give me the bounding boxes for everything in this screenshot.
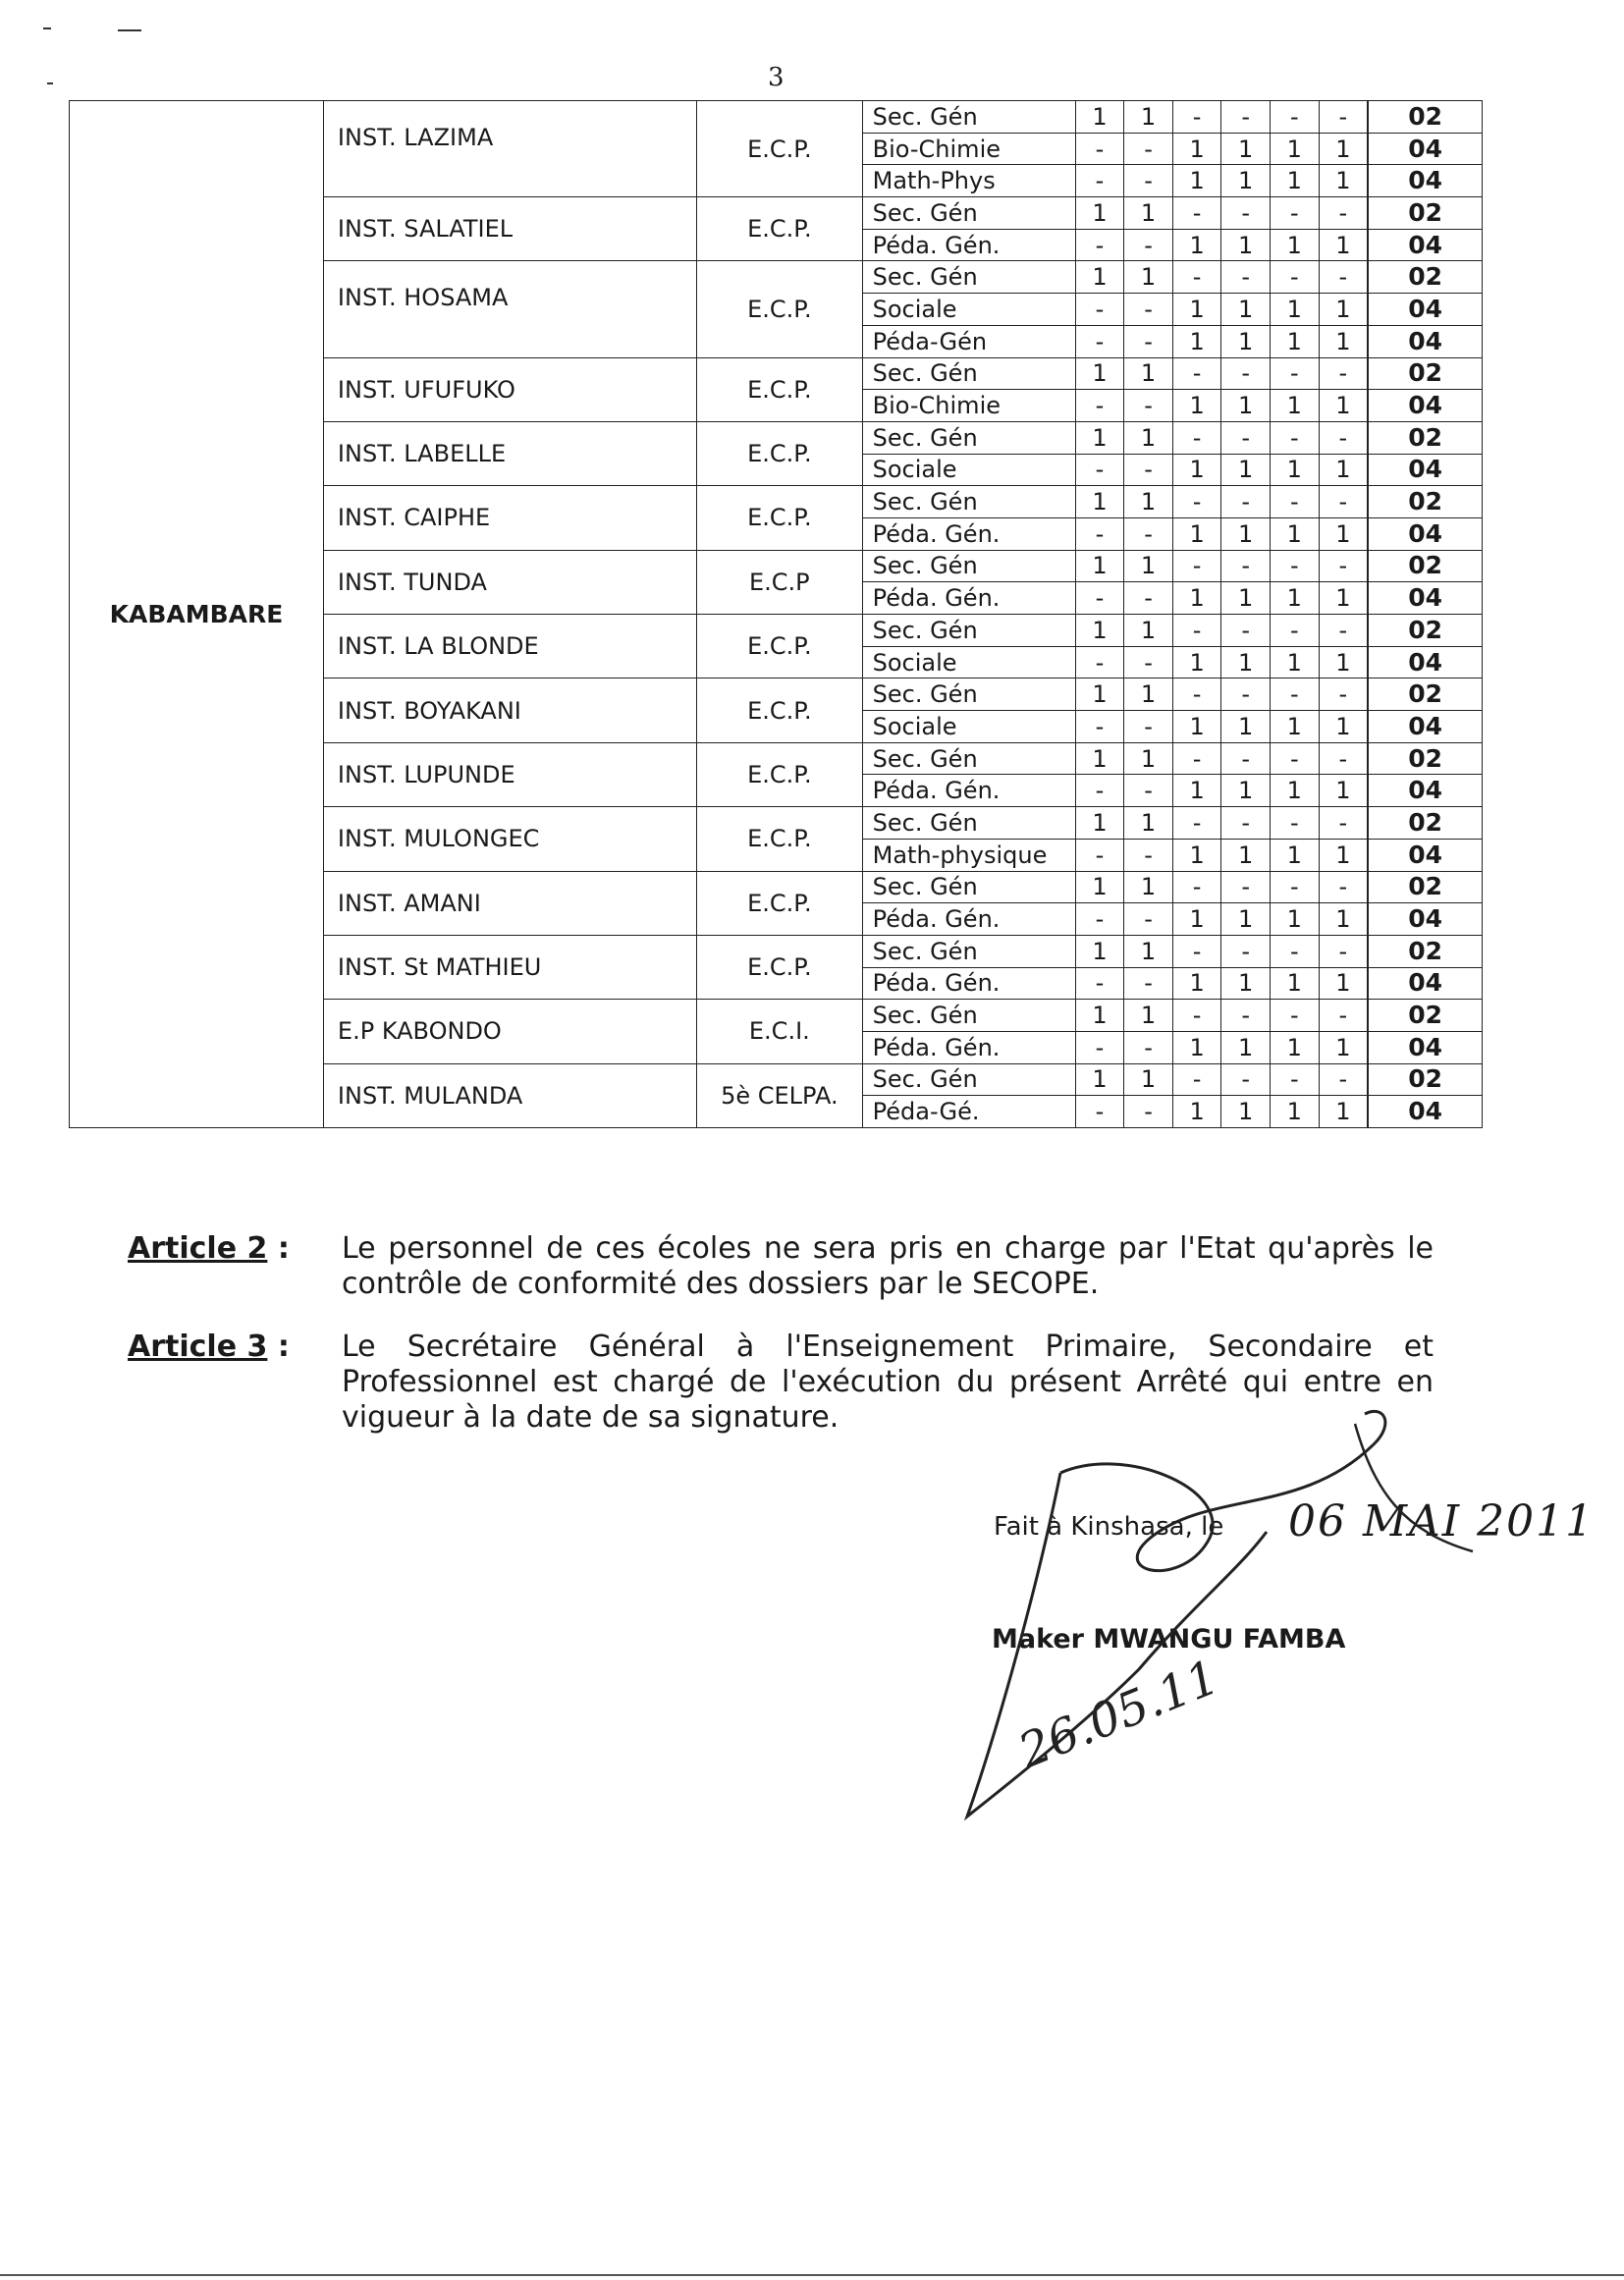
- class-count-cell: 1: [1124, 421, 1173, 454]
- class-count-cell: 1: [1270, 1096, 1319, 1128]
- school-name: INST. LAZIMA: [323, 101, 696, 197]
- regime-cell: E.C.P.: [697, 486, 863, 550]
- class-count-cell: 1: [1270, 646, 1319, 679]
- class-count-cell: 1: [1270, 294, 1319, 326]
- page-bottom-edge: [0, 2274, 1624, 2276]
- class-count-cell: -: [1124, 390, 1173, 422]
- option-cell: Sociale: [862, 294, 1075, 326]
- class-count-cell: -: [1221, 679, 1271, 711]
- class-count-cell: 1: [1270, 454, 1319, 486]
- class-count-cell: -: [1172, 742, 1221, 775]
- class-count-cell: -: [1221, 101, 1271, 134]
- option-cell: Sec. Gén: [862, 1000, 1075, 1032]
- class-count-cell: 1: [1075, 357, 1124, 390]
- class-count-cell: -: [1221, 421, 1271, 454]
- class-count-cell: -: [1172, 871, 1221, 903]
- class-count-cell: 1: [1270, 903, 1319, 936]
- total-cell: 04: [1369, 1096, 1483, 1128]
- regime-cell: E.C.P.: [697, 357, 863, 421]
- option-cell: Sec. Gén: [862, 742, 1075, 775]
- class-count-cell: 1: [1319, 325, 1368, 357]
- place-date-label: Fait à Kinshasa, le: [994, 1512, 1224, 1542]
- class-count-cell: 1: [1221, 325, 1271, 357]
- class-count-cell: 1: [1172, 711, 1221, 743]
- class-count-cell: 1: [1075, 742, 1124, 775]
- class-count-cell: 1: [1319, 1031, 1368, 1063]
- class-count-cell: 1: [1124, 871, 1173, 903]
- total-cell: 04: [1369, 165, 1483, 197]
- total-cell: 04: [1369, 325, 1483, 357]
- class-count-cell: 1: [1172, 582, 1221, 615]
- regime-cell: E.C.P.: [697, 101, 863, 197]
- total-cell: 02: [1369, 197, 1483, 230]
- regime-cell: E.C.P.: [697, 261, 863, 357]
- total-cell: 02: [1369, 807, 1483, 840]
- class-count-cell: 1: [1075, 197, 1124, 230]
- option-cell: Péda. Gén.: [862, 517, 1075, 550]
- option-cell: Sec. Gén: [862, 261, 1075, 294]
- class-count-cell: 1: [1270, 165, 1319, 197]
- class-count-cell: -: [1075, 582, 1124, 615]
- class-count-cell: -: [1319, 421, 1368, 454]
- class-count-cell: -: [1172, 615, 1221, 647]
- total-cell: 04: [1369, 967, 1483, 1000]
- class-count-cell: 1: [1221, 165, 1271, 197]
- option-cell: Péda-Gé.: [862, 1096, 1075, 1128]
- regime-cell: E.C.P.: [697, 615, 863, 679]
- school-name: INST. SALATIEL: [323, 197, 696, 261]
- class-count-cell: 1: [1270, 229, 1319, 261]
- class-count-cell: -: [1075, 1096, 1124, 1128]
- school-name: INST. BOYAKANI: [323, 679, 696, 742]
- class-count-cell: 1: [1075, 935, 1124, 967]
- class-count-cell: 1: [1319, 165, 1368, 197]
- class-count-cell: -: [1319, 357, 1368, 390]
- total-cell: 04: [1369, 517, 1483, 550]
- class-count-cell: -: [1075, 325, 1124, 357]
- class-count-cell: -: [1270, 261, 1319, 294]
- class-count-cell: 1: [1075, 1063, 1124, 1096]
- class-count-cell: -: [1319, 101, 1368, 134]
- class-count-cell: -: [1221, 486, 1271, 518]
- class-count-cell: -: [1172, 197, 1221, 230]
- class-count-cell: 1: [1075, 871, 1124, 903]
- class-count-cell: -: [1270, 550, 1319, 582]
- option-cell: Sec. Gén: [862, 421, 1075, 454]
- regime-cell: E.C.P: [697, 550, 863, 614]
- regime-cell: E.C.P.: [697, 742, 863, 806]
- class-count-cell: -: [1075, 517, 1124, 550]
- class-count-cell: -: [1075, 775, 1124, 807]
- class-count-cell: -: [1124, 294, 1173, 326]
- class-count-cell: -: [1172, 679, 1221, 711]
- class-count-cell: -: [1124, 582, 1173, 615]
- school-name: INST. UFUFUKO: [323, 357, 696, 421]
- article-separator: :: [267, 1330, 290, 1364]
- regime-cell: E.C.P.: [697, 679, 863, 742]
- school-name: INST. AMANI: [323, 871, 696, 935]
- class-count-cell: -: [1172, 357, 1221, 390]
- option-cell: Sec. Gén: [862, 101, 1075, 134]
- class-count-cell: -: [1172, 261, 1221, 294]
- class-count-cell: -: [1075, 839, 1124, 871]
- class-count-cell: -: [1270, 871, 1319, 903]
- class-count-cell: -: [1075, 229, 1124, 261]
- option-cell: Péda-Gén: [862, 325, 1075, 357]
- class-count-cell: 1: [1319, 903, 1368, 936]
- class-count-cell: 1: [1270, 711, 1319, 743]
- option-cell: Bio-Chimie: [862, 133, 1075, 165]
- class-count-cell: 1: [1319, 582, 1368, 615]
- class-count-cell: 1: [1172, 967, 1221, 1000]
- class-count-cell: -: [1270, 935, 1319, 967]
- class-count-cell: -: [1124, 967, 1173, 1000]
- class-count-cell: 1: [1270, 775, 1319, 807]
- option-cell: Sec. Gén: [862, 197, 1075, 230]
- class-count-cell: 1: [1172, 390, 1221, 422]
- class-count-cell: 1: [1124, 1000, 1173, 1032]
- class-count-cell: 1: [1221, 903, 1271, 936]
- class-count-cell: 1: [1319, 646, 1368, 679]
- class-count-cell: 1: [1172, 903, 1221, 936]
- total-cell: 04: [1369, 903, 1483, 936]
- class-count-cell: 1: [1124, 935, 1173, 967]
- class-count-cell: -: [1124, 646, 1173, 679]
- regime-cell: 5è CELPA.: [697, 1063, 863, 1127]
- class-count-cell: -: [1270, 101, 1319, 134]
- signature-date: 06 MAI 2011: [1288, 1496, 1596, 1547]
- total-cell: 02: [1369, 1000, 1483, 1032]
- class-count-cell: -: [1075, 454, 1124, 486]
- class-count-cell: -: [1221, 261, 1271, 294]
- class-count-cell: 1: [1172, 229, 1221, 261]
- class-count-cell: 1: [1221, 582, 1271, 615]
- total-cell: 02: [1369, 486, 1483, 518]
- class-count-cell: -: [1172, 421, 1221, 454]
- class-count-cell: 1: [1221, 1096, 1271, 1128]
- total-cell: 02: [1369, 1063, 1483, 1096]
- class-count-cell: -: [1075, 294, 1124, 326]
- class-count-cell: 1: [1270, 1031, 1319, 1063]
- class-count-cell: -: [1075, 390, 1124, 422]
- class-count-cell: 1: [1075, 486, 1124, 518]
- class-count-cell: 1: [1075, 615, 1124, 647]
- class-count-cell: 1: [1075, 421, 1124, 454]
- class-count-cell: 1: [1124, 261, 1173, 294]
- class-count-cell: -: [1270, 357, 1319, 390]
- class-count-cell: 1: [1319, 390, 1368, 422]
- class-count-cell: -: [1221, 1000, 1271, 1032]
- school-name: INST. TUNDA: [323, 550, 696, 614]
- class-count-cell: 1: [1124, 550, 1173, 582]
- class-count-cell: -: [1221, 615, 1271, 647]
- class-count-cell: -: [1124, 517, 1173, 550]
- class-count-cell: -: [1172, 1000, 1221, 1032]
- class-count-cell: 1: [1124, 1063, 1173, 1096]
- total-cell: 04: [1369, 454, 1483, 486]
- total-cell: 04: [1369, 839, 1483, 871]
- class-count-cell: -: [1319, 1000, 1368, 1032]
- class-count-cell: 1: [1124, 742, 1173, 775]
- school-name: INST. LA BLONDE: [323, 615, 696, 679]
- class-count-cell: 1: [1221, 229, 1271, 261]
- option-cell: Péda. Gén.: [862, 229, 1075, 261]
- class-count-cell: -: [1124, 839, 1173, 871]
- option-cell: Péda. Gén.: [862, 1031, 1075, 1063]
- class-count-cell: 1: [1172, 517, 1221, 550]
- article-label: Article 3: [128, 1330, 268, 1364]
- class-count-cell: 1: [1221, 646, 1271, 679]
- class-count-cell: 1: [1319, 517, 1368, 550]
- class-count-cell: -: [1319, 679, 1368, 711]
- option-cell: Sociale: [862, 646, 1075, 679]
- class-count-cell: 1: [1172, 325, 1221, 357]
- class-count-cell: 1: [1319, 711, 1368, 743]
- total-cell: 02: [1369, 935, 1483, 967]
- class-count-cell: -: [1319, 261, 1368, 294]
- option-cell: Sociale: [862, 711, 1075, 743]
- article-label: Article 2: [128, 1231, 268, 1266]
- class-count-cell: 1: [1221, 775, 1271, 807]
- class-count-cell: -: [1075, 1031, 1124, 1063]
- class-count-cell: 1: [1270, 390, 1319, 422]
- regime-cell: E.C.P.: [697, 197, 863, 261]
- school-name: INST. CAIPHE: [323, 486, 696, 550]
- school-name: INST. LUPUNDE: [323, 742, 696, 806]
- option-cell: Sec. Gén: [862, 615, 1075, 647]
- class-count-cell: -: [1319, 807, 1368, 840]
- class-count-cell: 1: [1221, 517, 1271, 550]
- class-count-cell: -: [1221, 550, 1271, 582]
- class-count-cell: -: [1172, 807, 1221, 840]
- class-count-cell: 1: [1172, 1031, 1221, 1063]
- class-count-cell: -: [1124, 325, 1173, 357]
- class-count-cell: -: [1075, 903, 1124, 936]
- class-count-cell: -: [1270, 197, 1319, 230]
- class-count-cell: 1: [1124, 615, 1173, 647]
- article-separator: :: [267, 1231, 290, 1266]
- total-cell: 04: [1369, 133, 1483, 165]
- class-count-cell: -: [1270, 1063, 1319, 1096]
- total-cell: 04: [1369, 646, 1483, 679]
- class-count-cell: 1: [1270, 839, 1319, 871]
- class-count-cell: -: [1270, 486, 1319, 518]
- class-count-cell: -: [1124, 1096, 1173, 1128]
- option-cell: Sec. Gén: [862, 550, 1075, 582]
- article-text: Le Secrétaire Général à l'Enseignement Primaire, Secondaire et Professionnel est chargé de l'exécution du présent Arrêté qui entre en vigueur à la date de sa signature.: [342, 1330, 1434, 1435]
- school-name: INST. MULONGEC: [323, 807, 696, 871]
- option-cell: Péda. Gén.: [862, 903, 1075, 936]
- class-count-cell: -: [1270, 807, 1319, 840]
- regime-cell: E.C.P.: [697, 871, 863, 935]
- total-cell: 02: [1369, 550, 1483, 582]
- class-count-cell: 1: [1124, 679, 1173, 711]
- class-count-cell: -: [1221, 742, 1271, 775]
- class-count-cell: 1: [1075, 807, 1124, 840]
- class-count-cell: 1: [1075, 1000, 1124, 1032]
- class-count-cell: 1: [1172, 133, 1221, 165]
- class-count-cell: -: [1270, 742, 1319, 775]
- class-count-cell: 1: [1221, 967, 1271, 1000]
- class-count-cell: 1: [1172, 294, 1221, 326]
- class-count-cell: -: [1172, 935, 1221, 967]
- class-count-cell: -: [1319, 935, 1368, 967]
- class-count-cell: -: [1172, 486, 1221, 518]
- class-count-cell: 1: [1075, 679, 1124, 711]
- option-cell: Sec. Gén: [862, 679, 1075, 711]
- class-count-cell: 1: [1172, 165, 1221, 197]
- class-count-cell: -: [1319, 615, 1368, 647]
- class-count-cell: -: [1221, 935, 1271, 967]
- class-count-cell: -: [1124, 903, 1173, 936]
- class-count-cell: -: [1319, 486, 1368, 518]
- class-count-cell: -: [1221, 1063, 1271, 1096]
- option-cell: Sec. Gén: [862, 807, 1075, 840]
- class-count-cell: 1: [1319, 454, 1368, 486]
- class-count-cell: 1: [1075, 261, 1124, 294]
- class-count-cell: 1: [1319, 133, 1368, 165]
- regime-cell: E.C.I.: [697, 1000, 863, 1063]
- class-count-cell: -: [1270, 421, 1319, 454]
- class-count-cell: -: [1221, 871, 1271, 903]
- class-count-cell: 1: [1124, 101, 1173, 134]
- class-count-cell: -: [1221, 197, 1271, 230]
- class-count-cell: 1: [1172, 454, 1221, 486]
- class-count-cell: 1: [1270, 325, 1319, 357]
- class-count-cell: -: [1075, 646, 1124, 679]
- option-cell: Sec. Gén: [862, 357, 1075, 390]
- class-count-cell: -: [1075, 133, 1124, 165]
- total-cell: 02: [1369, 261, 1483, 294]
- total-cell: 04: [1369, 775, 1483, 807]
- class-count-cell: 1: [1075, 101, 1124, 134]
- class-count-cell: 1: [1270, 582, 1319, 615]
- class-count-cell: -: [1075, 165, 1124, 197]
- regime-cell: E.C.P.: [697, 935, 863, 999]
- total-cell: 02: [1369, 871, 1483, 903]
- class-count-cell: 1: [1075, 550, 1124, 582]
- option-cell: Sociale: [862, 454, 1075, 486]
- class-count-cell: 1: [1172, 1096, 1221, 1128]
- regime-cell: E.C.P.: [697, 807, 863, 871]
- class-count-cell: -: [1319, 197, 1368, 230]
- page-number: 3: [768, 63, 785, 92]
- class-count-cell: -: [1270, 679, 1319, 711]
- class-count-cell: 1: [1124, 807, 1173, 840]
- class-count-cell: -: [1172, 550, 1221, 582]
- class-count-cell: 1: [1221, 390, 1271, 422]
- class-count-cell: 1: [1270, 517, 1319, 550]
- class-count-cell: 1: [1221, 711, 1271, 743]
- total-cell: 04: [1369, 711, 1483, 743]
- class-count-cell: -: [1124, 711, 1173, 743]
- regime-cell: E.C.P.: [697, 421, 863, 485]
- school-name: INST. St MATHIEU: [323, 935, 696, 999]
- class-count-cell: 1: [1319, 967, 1368, 1000]
- class-count-cell: 1: [1221, 1031, 1271, 1063]
- class-count-cell: -: [1319, 871, 1368, 903]
- total-cell: 02: [1369, 101, 1483, 134]
- class-count-cell: -: [1270, 615, 1319, 647]
- ville-cell: KABAMBARE: [70, 101, 324, 1128]
- total-cell: 04: [1369, 582, 1483, 615]
- total-cell: 02: [1369, 421, 1483, 454]
- total-cell: 02: [1369, 742, 1483, 775]
- option-cell: Sec. Gén: [862, 486, 1075, 518]
- school-name: INST. LABELLE: [323, 421, 696, 485]
- class-count-cell: -: [1124, 229, 1173, 261]
- option-cell: Péda. Gén.: [862, 967, 1075, 1000]
- class-count-cell: -: [1270, 1000, 1319, 1032]
- option-cell: Math-physique: [862, 839, 1075, 871]
- school-name: INST. MULANDA: [323, 1063, 696, 1127]
- class-count-cell: -: [1221, 807, 1271, 840]
- total-cell: 02: [1369, 615, 1483, 647]
- class-count-cell: -: [1172, 1063, 1221, 1096]
- class-count-cell: -: [1124, 454, 1173, 486]
- handwritten-date: 26.05.11: [1011, 1649, 1227, 1779]
- class-count-cell: -: [1124, 165, 1173, 197]
- option-cell: Sec. Gén: [862, 871, 1075, 903]
- class-count-cell: -: [1319, 1063, 1368, 1096]
- option-cell: Péda. Gén.: [862, 775, 1075, 807]
- class-count-cell: 1: [1221, 839, 1271, 871]
- class-count-cell: 1: [1319, 1096, 1368, 1128]
- option-cell: Bio-Chimie: [862, 390, 1075, 422]
- class-count-cell: 1: [1124, 486, 1173, 518]
- class-count-cell: 1: [1270, 967, 1319, 1000]
- class-count-cell: -: [1124, 1031, 1173, 1063]
- class-count-cell: -: [1172, 101, 1221, 134]
- class-count-cell: 1: [1319, 229, 1368, 261]
- article-text: Le personnel de ces écoles ne sera pris en charge par l'Etat qu'après le contrôle de conformité des dossiers par le SECOPE.: [342, 1231, 1434, 1301]
- class-count-cell: -: [1319, 550, 1368, 582]
- class-count-cell: -: [1319, 742, 1368, 775]
- class-count-cell: 1: [1221, 294, 1271, 326]
- class-count-cell: -: [1124, 133, 1173, 165]
- class-count-cell: -: [1075, 711, 1124, 743]
- total-cell: 04: [1369, 390, 1483, 422]
- total-cell: 02: [1369, 357, 1483, 390]
- class-count-cell: 1: [1270, 133, 1319, 165]
- class-count-cell: 1: [1221, 454, 1271, 486]
- option-cell: Math-Phys: [862, 165, 1075, 197]
- option-cell: Péda. Gén.: [862, 582, 1075, 615]
- class-count-cell: -: [1221, 357, 1271, 390]
- class-count-cell: -: [1124, 775, 1173, 807]
- class-count-cell: 1: [1124, 357, 1173, 390]
- class-count-cell: 1: [1319, 294, 1368, 326]
- class-count-cell: 1: [1319, 839, 1368, 871]
- school-name: INST. HOSAMA: [323, 261, 696, 357]
- class-count-cell: 1: [1172, 775, 1221, 807]
- total-cell: 04: [1369, 229, 1483, 261]
- class-count-cell: 1: [1172, 646, 1221, 679]
- class-count-cell: 1: [1124, 197, 1173, 230]
- option-cell: Sec. Gén: [862, 935, 1075, 967]
- option-cell: Sec. Gén: [862, 1063, 1075, 1096]
- total-cell: 04: [1369, 294, 1483, 326]
- total-cell: 02: [1369, 679, 1483, 711]
- signatory-name: Maker MWANGU FAMBA: [992, 1624, 1346, 1655]
- class-count-cell: -: [1075, 967, 1124, 1000]
- class-count-cell: 1: [1221, 133, 1271, 165]
- total-cell: 04: [1369, 1031, 1483, 1063]
- class-count-cell: 1: [1319, 775, 1368, 807]
- school-name: E.P KABONDO: [323, 1000, 696, 1063]
- class-count-cell: 1: [1172, 839, 1221, 871]
